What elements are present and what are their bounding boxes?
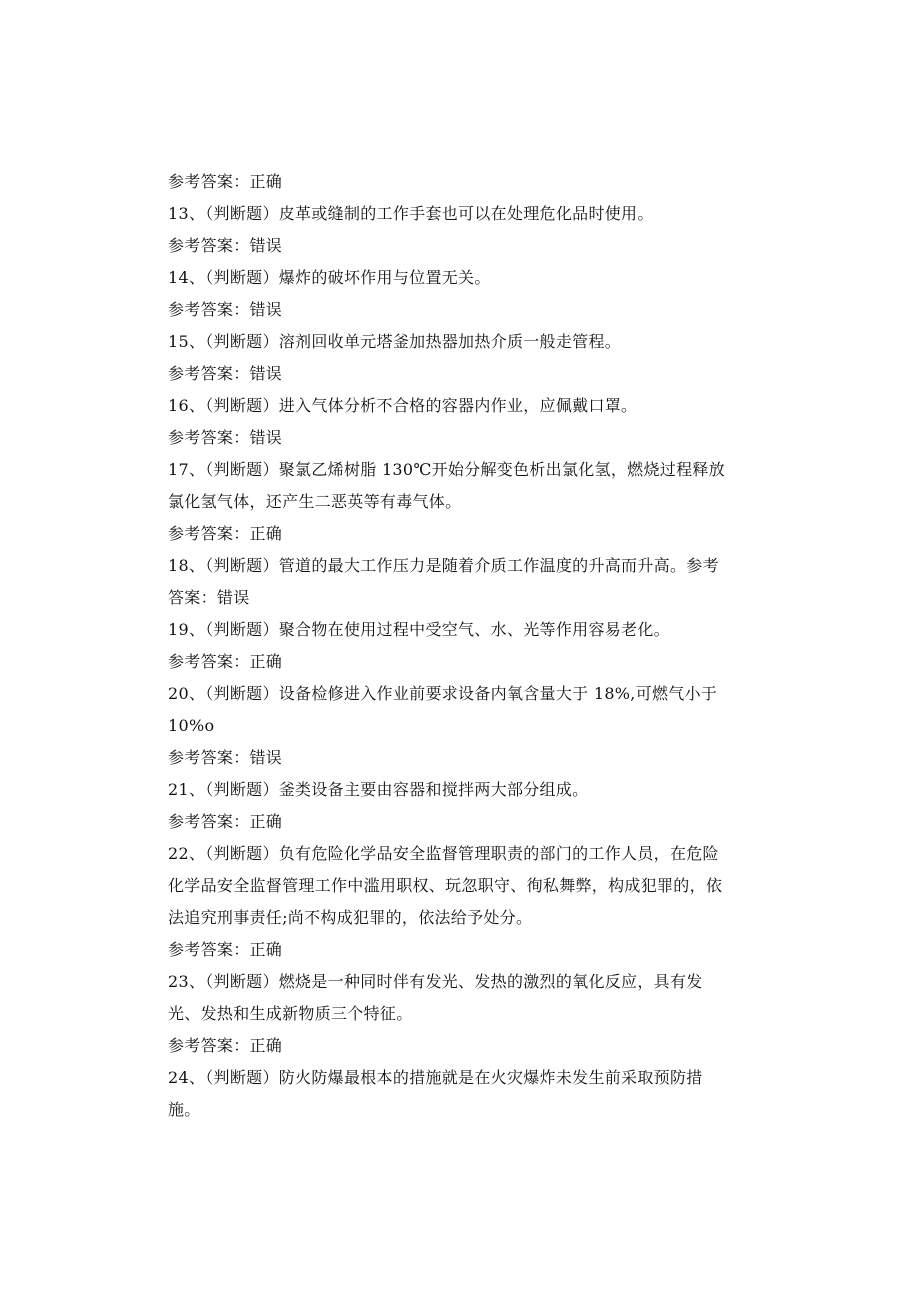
question-24-continued: 施。: [168, 1100, 201, 1119]
answer-line: 参考答案：错误: [168, 300, 283, 319]
question-17-continued: 氯化氢气体，还产生二恶英等有毒气体。: [168, 492, 462, 511]
question-14: 14、（判断题）爆炸的破坏作用与位置无关。: [168, 268, 491, 287]
question-16: 16、（判断题）进入气体分析不合格的容器内作业，应佩戴口罩。: [168, 396, 638, 415]
answer-line: 参考答案：正确: [168, 172, 283, 191]
answer-line: 参考答案：正确: [168, 1036, 283, 1055]
question-20-continued: 10%o: [168, 716, 215, 735]
question-22: 22、（判断题）负有危险化学品安全监督管理职责的部门的工作人员，在危险: [168, 844, 719, 863]
question-24: 24、（判断题）防火防爆最根本的措施就是在火灾爆炸未发生前采取预防措: [168, 1068, 703, 1087]
answer-line: 参考答案：错误: [168, 364, 283, 383]
answer-line: 参考答案：正确: [168, 812, 283, 831]
question-22-continued: 化学品安全监督管理工作中滥用职权、玩忽职守、徇私舞弊，构成犯罪的，依: [168, 876, 723, 895]
question-18: 18、（判断题）管道的最大工作压力是随着介质工作温度的升高而升高。参考: [168, 556, 719, 575]
answer-line: 参考答案：正确: [168, 940, 283, 959]
question-21: 21、（判断题）釜类设备主要由容器和搅拌两大部分组成。: [168, 780, 589, 799]
question-19: 19、（判断题）聚合物在使用过程中受空气、水、光等作用容易老化。: [168, 620, 670, 639]
answer-line: 参考答案：错误: [168, 428, 283, 447]
question-list: [168, 166, 753, 1126]
question-23-continued: 光、发热和生成新物质三个特征。: [168, 1004, 413, 1023]
question-17: 17、（判断题）聚氯乙烯树脂 130℃开始分解变色析出氯化氢，燃烧过程释放: [168, 460, 725, 479]
question-23: 23、（判断题）燃烧是一种同时伴有发光、发热的激烈的氧化反应，具有发: [168, 972, 703, 991]
answer-line: 参考答案：错误: [168, 236, 283, 255]
answer-line: 参考答案：正确: [168, 652, 283, 671]
question-13: 13、（判断题）皮革或缝制的工作手套也可以在处理危化品时使用。: [168, 204, 654, 223]
question-20: 20、（判断题）设备检修进入作业前要求设备内氧含量大于 18%,可燃气小于: [168, 684, 718, 703]
answer-line: 参考答案：正确: [168, 524, 283, 543]
answer-line: 参考答案：错误: [168, 748, 283, 767]
question-15: 15、（判断题）溶剂回收单元塔釜加热器加热介质一般走管程。: [168, 332, 622, 351]
question-22-continued: 法追究刑事责任;尚不构成犯罪的，依法给予处分。: [168, 908, 533, 927]
answer-line: 答案：错误: [168, 588, 250, 607]
